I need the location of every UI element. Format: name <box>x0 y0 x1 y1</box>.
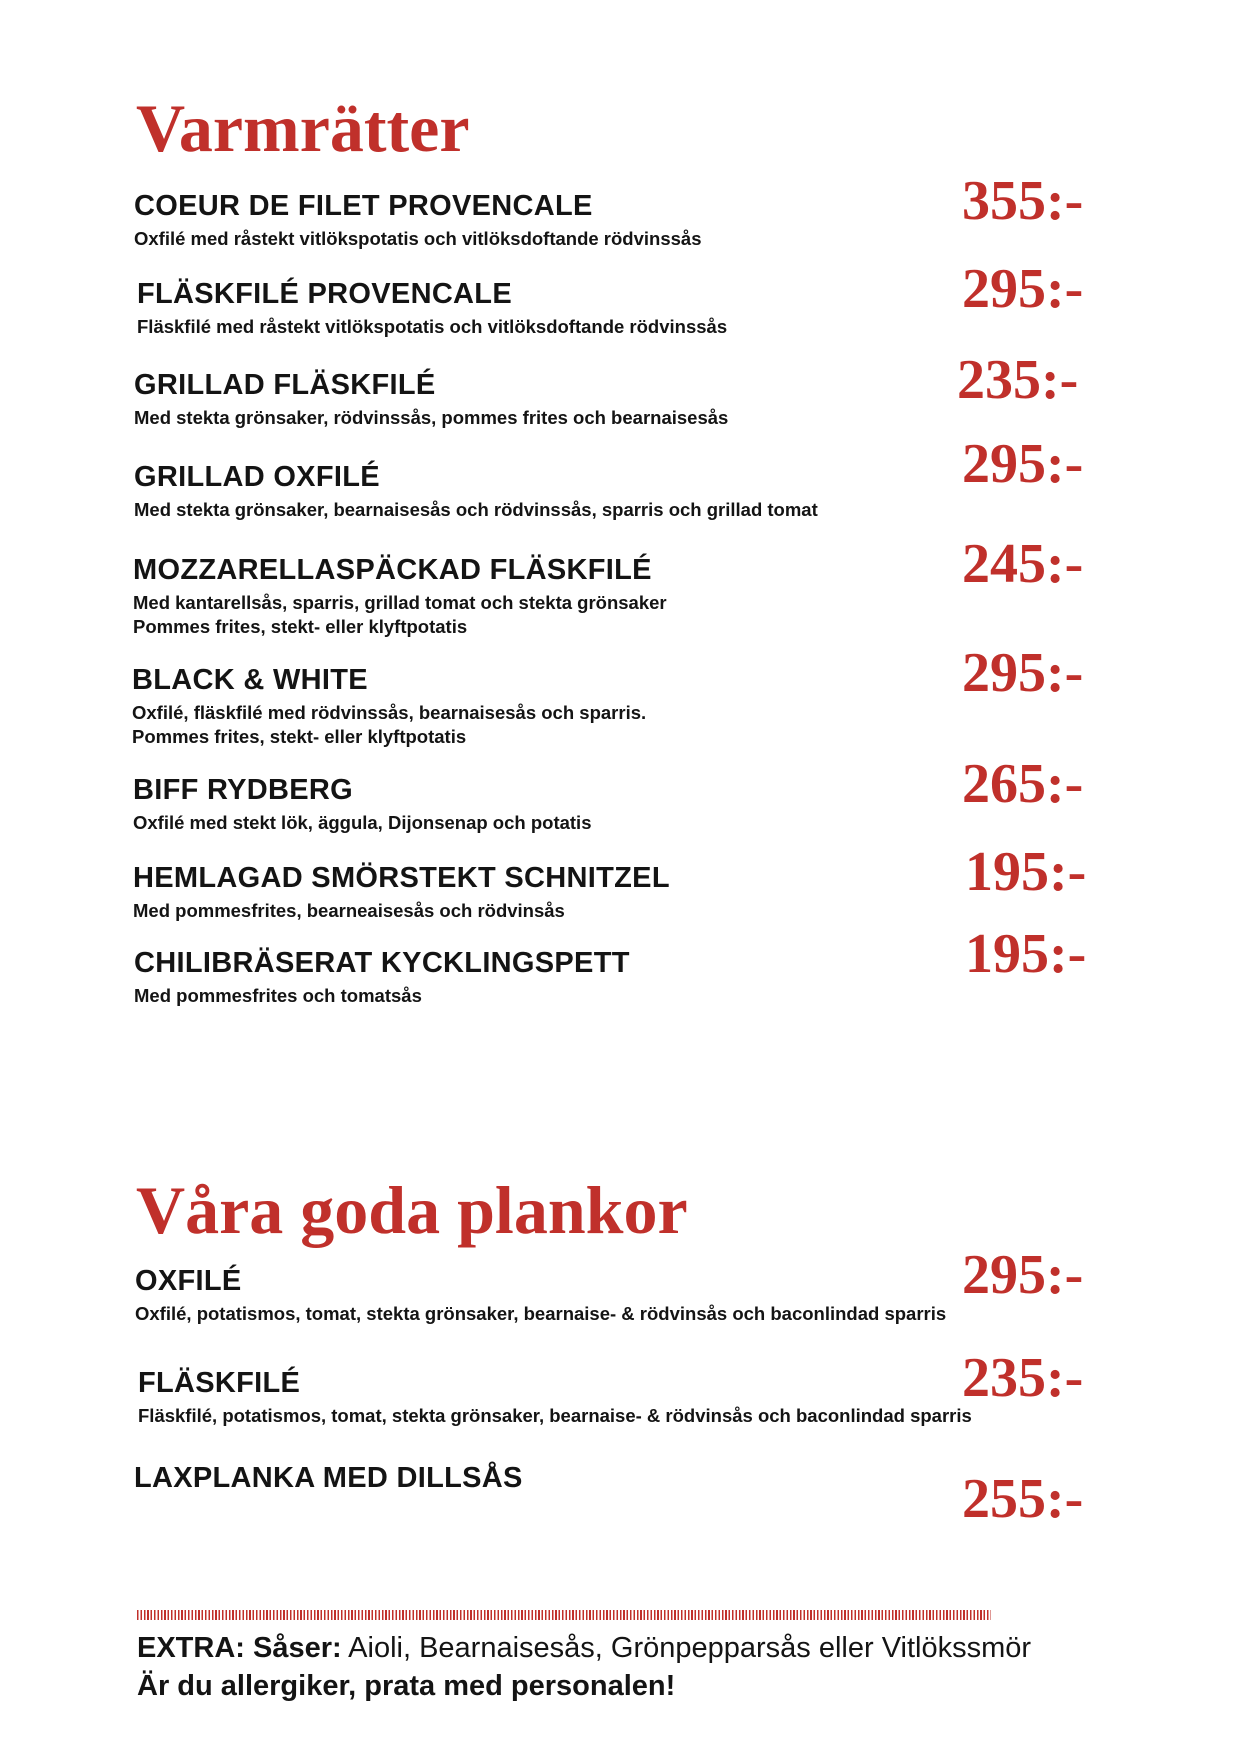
dish-description: Oxfilé med råstekt vitlökspotatis och vitlöksdoftande rödvinssås <box>134 228 702 249</box>
dish-description: Med pommesfrites, bearneaisesås och rödvinsås <box>133 900 565 921</box>
dish-name: BLACK & WHITE <box>132 664 368 696</box>
dish-description-line-2: Pommes frites, stekt- eller klyftpotatis <box>132 726 467 747</box>
dish-name: FLÄSKFILÉ <box>138 1367 301 1399</box>
section-title-plankor: Våra goda plankor <box>136 1172 688 1248</box>
dish-name: BIFF RYDBERG <box>133 774 354 806</box>
dish-name: MOZZARELLASPÄCKAD FLÄSKFILÉ <box>133 554 652 586</box>
dish-price: 245:- <box>962 533 1084 595</box>
dish-price: 295:- <box>962 642 1084 704</box>
section-title-varmratter: Varmrätter <box>136 90 470 166</box>
extras-line <box>137 1629 1217 1667</box>
dish-description: Med stekta grönsaker, rödvinssås, pommes frites och bearnaisesås <box>134 407 729 428</box>
dish-price: 295:- <box>962 433 1084 495</box>
dish-description: Fläskfilé med råstekt vitlökspotatis och vitlöksdoftande rödvinssås <box>137 316 728 337</box>
footer-note <box>137 1629 1217 1705</box>
dish-description: Oxfilé med stekt lök, äggula, Dijonsenap och potatis <box>133 812 592 833</box>
dish-price: 355:- <box>962 170 1084 232</box>
dish-description: Oxfilé, potatismos, tomat, stekta grönsaker, bearnaise- & rödvinsås och baconlindad sparris <box>135 1303 947 1324</box>
dish-price: 255:- <box>962 1468 1084 1530</box>
dish-name: HEMLAGAD SMÖRSTEKT SCHNITZEL <box>133 862 670 894</box>
dish-description: Oxfilé, fläskfilé med rödvinssås, bearnaisesås och sparris. <box>132 702 647 723</box>
extra-label: EXTRA: <box>137 1632 245 1664</box>
dish-description: Fläskfilé, potatismos, tomat, stekta grönsaker, bearnaise- & rödvinsås och baconlindad sparris <box>138 1405 972 1426</box>
dish-description: Med kantarellsås, sparris, grillad tomat och stekta grönsaker <box>133 592 667 613</box>
dish-name: OXFILÉ <box>135 1265 242 1297</box>
sauces-label: Såser: <box>253 1632 342 1664</box>
dish-name: COEUR DE FILET PROVENCALE <box>134 190 593 222</box>
allergy-note: Är du allergiker, prata med personalen! <box>137 1670 676 1702</box>
dish-price: 195:- <box>965 841 1087 903</box>
dish-price: 235:- <box>962 1347 1084 1409</box>
dish-name: GRILLAD FLÄSKFILÉ <box>134 369 436 401</box>
dish-name: GRILLAD OXFILÉ <box>134 461 380 493</box>
dish-price: 265:- <box>962 753 1084 815</box>
dish-description-line-2: Pommes frites, stekt- eller klyftpotatis <box>133 616 468 637</box>
dish-price: 235:- <box>957 349 1079 411</box>
dish-name: FLÄSKFILÉ PROVENCALE <box>137 278 512 310</box>
dish-description: Med stekta grönsaker, bearnaisesås och rödvinssås, sparris och grillad tomat <box>134 499 818 520</box>
dish-price: 295:- <box>962 258 1084 320</box>
dish-name: CHILIBRÄSERAT KYCKLINGSPETT <box>134 947 630 979</box>
dish-description: Med pommesfrites och tomatsås <box>134 985 422 1006</box>
dish-price: 295:- <box>962 1244 1084 1306</box>
dish-price: 195:- <box>965 923 1087 985</box>
dotted-divider <box>137 1610 991 1620</box>
sauces-text: Aioli, Bearnaisesås, Grönpepparsås eller Vitlökssmör <box>348 1632 1032 1664</box>
dish-name: LAXPLANKA MED DILLSÅS <box>134 1462 523 1494</box>
